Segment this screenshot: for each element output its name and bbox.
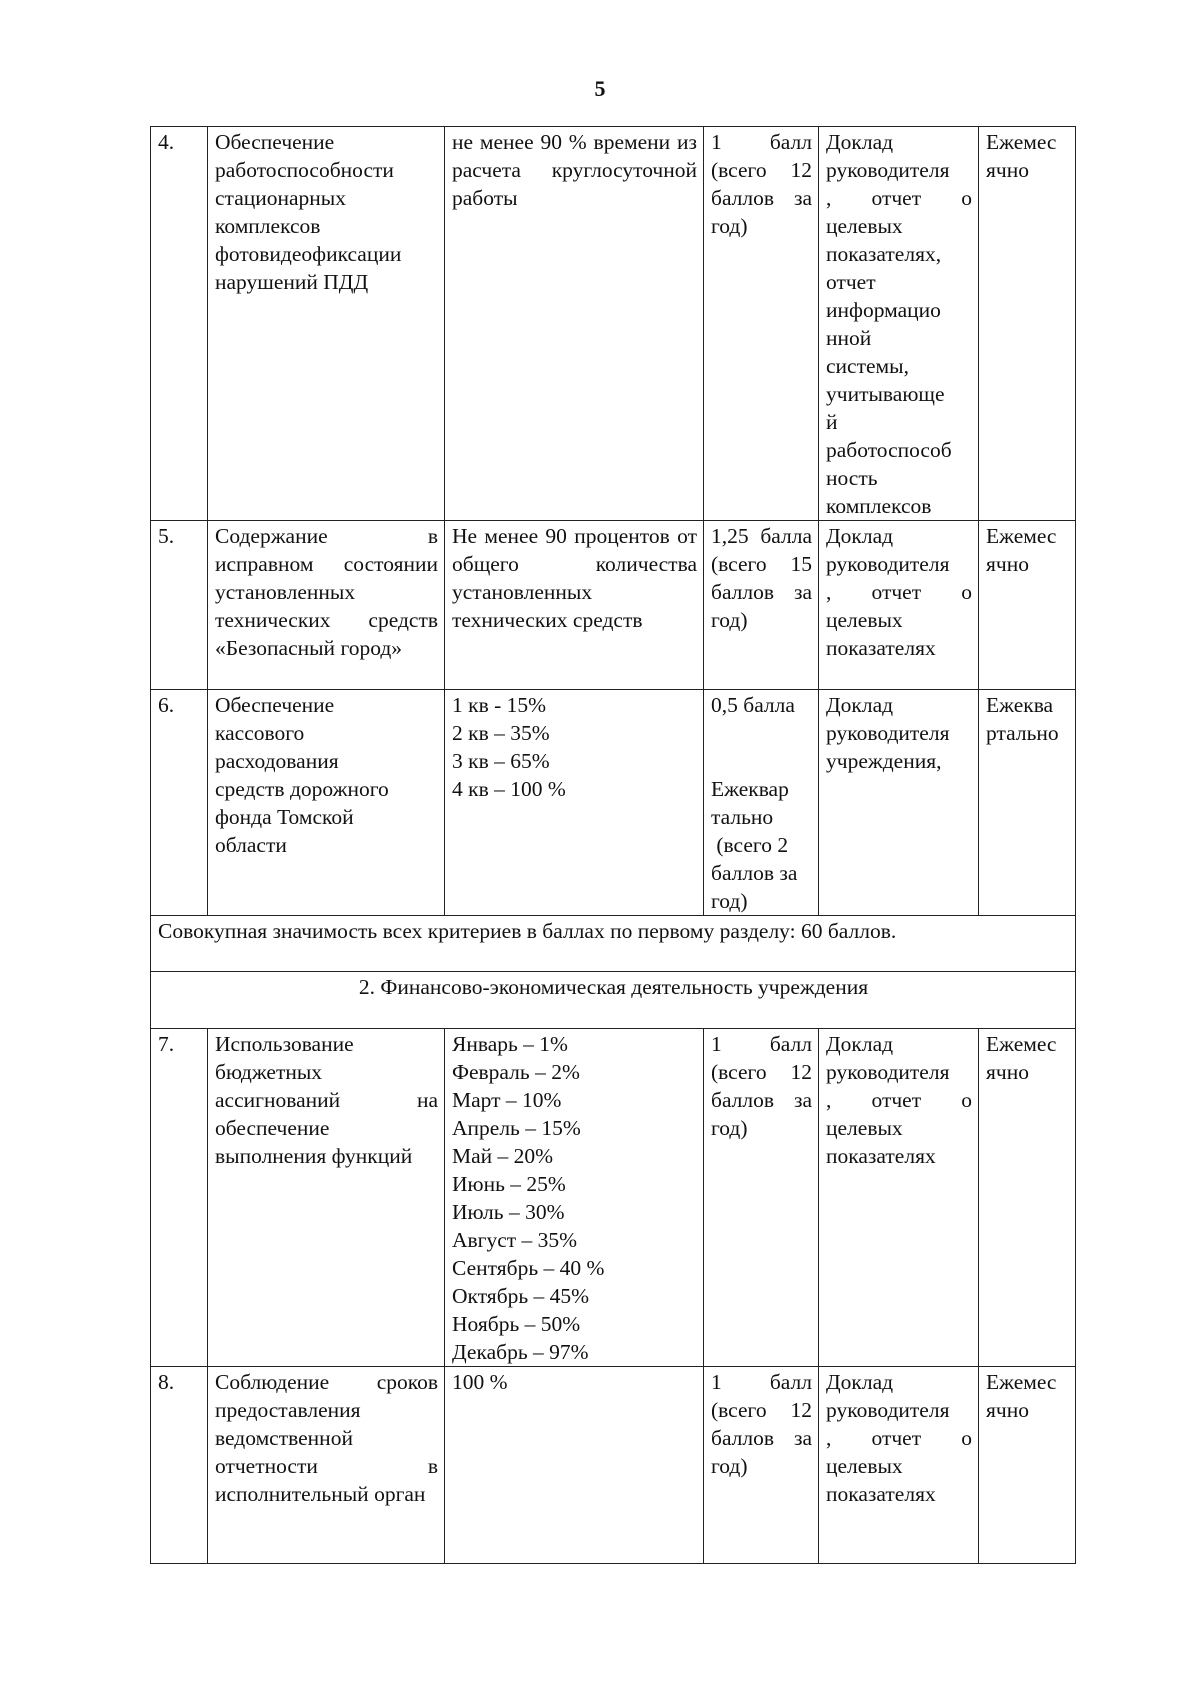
points-cell: 1 балл (всего 12 баллов за год) [704,1029,819,1367]
indicator-cell: Не менее 90 процентов от общего количества установленных технических средств [445,521,704,690]
criterion-cell: Обеспечение кассового расходования средств дорожного фонда Томской области [208,690,445,916]
report-cell: Доклад руководителя , отчет о целевых показателях [819,1029,979,1367]
points-cell: 1,25 балла (всего 15 баллов за год) [704,521,819,690]
row-number: 6. [151,690,208,916]
points-cell: 0,5 балла Ежеквар тально (всего 2 баллов за год) [704,690,819,916]
page-number: 5 [594,76,606,101]
report-cell: Доклад руководителя , отчет о целевых показателях [819,521,979,690]
points-cell: 1 балл (всего 12 баллов за год) [704,1367,819,1564]
report-cell: Доклад руководителя учреждения, [819,690,979,916]
section-heading-row [151,972,1076,1029]
criterion-cell: Использование бюджетных ассигнований на обеспечение выполнения функций [208,1029,445,1367]
indicator-cell: не менее 90 % времени из расчета круглосуточной работы [445,127,704,521]
table-row [151,127,1076,521]
report-cell: Доклад руководителя , отчет о целевых показателях, отчет информацио нной системы, учитывающе й работоспособ ность комплексов [819,127,979,521]
total-text: Совокупная значимость всех критериев в баллах по первому разделу: 60 баллов. [151,916,1076,972]
section-title: 2. Финансово-экономическая деятельность учреждения [151,972,1076,1029]
indicator-cell: Январь – 1% Февраль – 2% Март – 10% Апрель – 15% Май – 20% Июнь – 25% Июль – 30% Август – 35% Сентябрь – 40 % Октябрь – 45% Ноябрь – 50% Декабрь – 97% [445,1029,704,1367]
points-cell: 1 балл (всего 12 баллов за год) [704,127,819,521]
row-number: 7. [151,1029,208,1367]
indicator-cell: 1 кв - 15% 2 кв – 35% 3 кв – 65% 4 кв – 100 % [445,690,704,916]
frequency-cell: Ежемес ячно [979,521,1076,690]
criteria-table [150,126,1076,1564]
row-number: 5. [151,521,208,690]
table-row [151,1367,1076,1564]
criterion-cell: Содержание в исправном состоянии установленных технических средств «Безопасный город» [208,521,445,690]
report-cell: Доклад руководителя , отчет о целевых показателях [819,1367,979,1564]
table-row [151,690,1076,916]
table-row [151,1029,1076,1367]
criterion-cell: Соблюдение сроков предоставления ведомственной отчетности в исполнительный орган [208,1367,445,1564]
total-row [151,916,1076,972]
indicator-cell: 100 % [445,1367,704,1564]
table-row [151,521,1076,690]
frequency-cell: Ежемес ячно [979,1367,1076,1564]
criterion-cell: Обеспечение работоспособности стационарных комплексов фотовидеофиксации нарушений ПДД [208,127,445,521]
frequency-cell: Ежемес ячно [979,1029,1076,1367]
frequency-cell: Ежеква ртально [979,690,1076,916]
row-number: 8. [151,1367,208,1564]
frequency-cell: Ежемес ячно [979,127,1076,521]
row-number: 4. [151,127,208,521]
